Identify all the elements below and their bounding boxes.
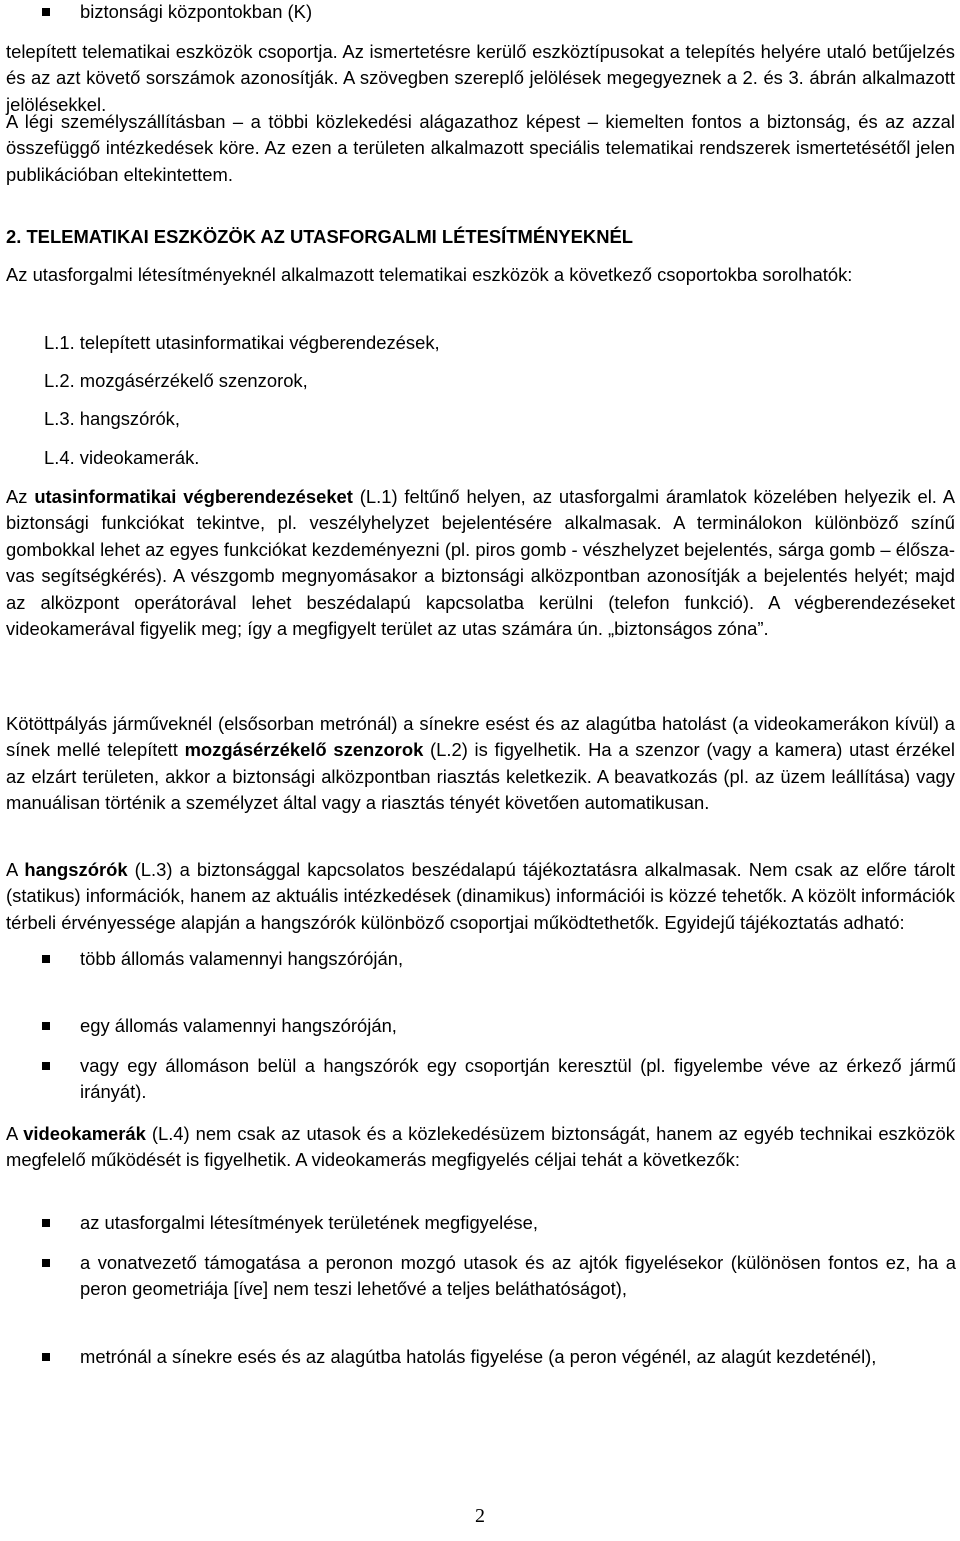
p4-post: (L.1) feltűnő helyen, az utasforgalmi áramlatok közelében helyezik el. A biztonsági funkciókat tekintve, pl. veszélyhelyzet bejelentésére alkalmasak. A terminálokon különböző színű gombokkal lehet az egyes funkciókat kezdeményezni (pl. piros gomb - vészhelyzet bejelentés, sárga gomb – élőszavas segítségkérés). A vészgomb megnyomásakor a biztonsági alközpontban azonosítják a bejelentés helyét; majd az alközpont operátorával lehet beszédalapú kapcsolatba kerülni (telefon funkció). A végberendezéseket videokamerával figyelik meg; így a megfigyelt terület az utas számára ún. „biztonságos zóna”. bbox=[6, 486, 955, 640]
p5-bold-term: mozgásérzékelő szenzorok bbox=[184, 739, 424, 761]
paragraph-groups: Az utasforgalmi létesítményeknél alkalmazott telematikai eszközök a következő csoportokba sorolhatók: bbox=[6, 264, 853, 285]
p7-post: (L.4) nem csak az utasok és a közlekedésüzem biztonságát, hanem az egyéb technikai eszközök megfelelő működését is figyelhetik. A videokamerás megfigyelés céljai tehát a következők: bbox=[6, 1123, 955, 1171]
camera-bullet-1: az utasforgalmi létesítmények területének megfigyelése, bbox=[80, 1212, 538, 1233]
paragraph-terminals bbox=[6, 484, 955, 642]
paragraph-cameras bbox=[6, 1121, 955, 1174]
bullet-marker bbox=[42, 955, 50, 963]
speaker-bullet-3: vagy egy állomáson belül a hangszórók egy csoportján keresztül (pl. figyelembe véve az érkező jármű irányát). bbox=[80, 1055, 956, 1103]
bullet-marker bbox=[42, 1259, 50, 1267]
list-item-l2: L.2. mozgásérzékelő szenzorok, bbox=[44, 370, 308, 391]
top-bullet-text: biztonsági központokban (K) bbox=[80, 1, 313, 22]
paragraph-intro: telepített telematikai eszközök csoportja. Az ismertetésre kerülő eszköztípusokat a telepítés helyére utaló betűjelzés és az azt követő sorszámok azonosítják. A szövegben szereplő jelölések megegyeznek a 2. és 3. ábrán alkalmazott jelölésekkel. bbox=[6, 41, 955, 115]
p6-post: (L.3) a biztonsággal kapcsolatos beszédalapú tájékoztatásra alkalmasak. Nem csak az előre tárolt (statikus) információk, hanem az aktuális intézkedések (dinamikus) információi is közzé tehetők. A közölt információk térbeli érvényessége alapján a hangszórók különböző csoportjai működtethetők. Egyidejű tájékoztatás adható: bbox=[6, 859, 955, 933]
paragraph-speakers bbox=[6, 857, 955, 936]
p7-pre: A bbox=[6, 1123, 24, 1144]
camera-bullet-3: metrónál a sínekre esés és az alagútba hatolás figyelése (a peron végénél, az alagút kezdeténél), bbox=[80, 1346, 877, 1367]
camera-bullet-2: a vonatvezető támogatása a peronon mozgó utasok és az ajtók figyelésekor (különösen fontos ez, ha a peron geometriája [íve] nem teszi lehetővé a teljes beláthatóságot), bbox=[80, 1252, 956, 1300]
page-number: 2 bbox=[475, 1505, 485, 1527]
p4-pre: Az bbox=[6, 486, 35, 507]
list-item-l4: L.4. videokamerák. bbox=[44, 447, 200, 468]
bullet-marker bbox=[42, 1219, 50, 1227]
p6-pre: A bbox=[6, 859, 25, 880]
p5-pre: Kötöttpályás járműveknél (elsősorban metrónál) a sínekre esést és az alagútba hatolást (a videokamerákon kívül) a sínek mellé telepített bbox=[6, 713, 955, 761]
paragraph-air-transport: A légi személyszállításban – a többi közlekedési alágazathoz képest – kiemelten fontos a biztonság, és az azzal összefüggő intézkedések köre. Az ezen a területen alkalmazott speciális telematikai rendszerek ismertetésétől jelen publikációban eltekintettem. bbox=[6, 111, 955, 185]
paragraph-sensors bbox=[6, 711, 955, 817]
speaker-bullet-2: egy állomás valamennyi hangszóróján, bbox=[80, 1015, 397, 1036]
speaker-bullet-1: több állomás valamennyi hangszóróján, bbox=[80, 948, 404, 969]
p4-bold-term: utasinformatikai végberendezéseket bbox=[34, 486, 353, 507]
list-item-l1: L.1. telepített utasinformatikai végberendezések, bbox=[44, 332, 440, 353]
list-item-l3: L.3. hangszórók, bbox=[44, 408, 180, 429]
p6-bold-term: hangszórók bbox=[24, 859, 128, 880]
p5-post: (L.2) is figyelhetik. Ha a szenzor (vagy a kamera) utast érzékel az elzárt területen, akkor a biztonsági alközpontban riasztás keletkezik. A beavatkozás (pl. az üzem leállítása) vagy manuálisan történik a személyzet által vagy a riasztás tényét követően automatikusan. bbox=[6, 739, 955, 814]
bullet-marker bbox=[42, 1062, 50, 1070]
bullet-marker bbox=[42, 1353, 50, 1361]
p7-bold-term: videokamerák bbox=[23, 1123, 146, 1144]
bullet-marker bbox=[42, 1022, 50, 1030]
section-heading: 2. TELEMATIKAI ESZKÖZÖK AZ UTASFORGALMI LÉTESÍTMÉNYEKNÉL bbox=[6, 226, 633, 247]
bullet-marker bbox=[42, 8, 50, 16]
